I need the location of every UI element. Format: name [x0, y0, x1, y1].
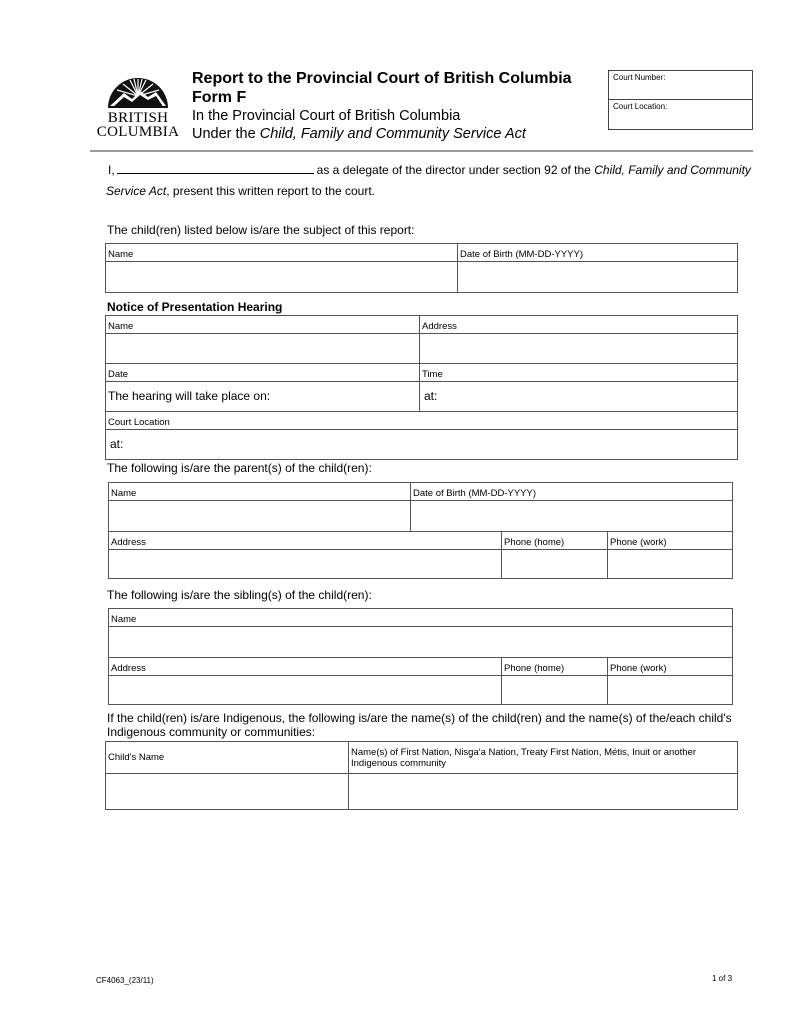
- intro-act-1: Child, Family and Community: [594, 163, 751, 177]
- parent-name-header: Name: [109, 483, 411, 501]
- hearing-address-field[interactable]: [420, 334, 738, 364]
- parent-address-header: Address: [109, 532, 502, 550]
- child-name-field[interactable]: [106, 262, 458, 293]
- hearing-time-field[interactable]: [420, 382, 738, 412]
- parent-name-field[interactable]: [109, 501, 411, 532]
- indigenous-community-field[interactable]: [349, 774, 738, 810]
- children-table: [105, 243, 738, 293]
- sibling-name-header: Name: [109, 609, 733, 627]
- court-info-box: [608, 70, 753, 130]
- hearing-time-text: at:: [424, 389, 438, 403]
- court-number-label: Court Number:: [613, 73, 666, 82]
- sibling-phone-home-field[interactable]: [502, 676, 608, 705]
- parent-phone-work-header: Phone (work): [608, 532, 733, 550]
- child-name-column-header: Child's Name: [106, 742, 349, 774]
- court-number-field[interactable]: [609, 71, 752, 99]
- page-title: Report to the Provincial Court of British Columbia: [192, 70, 572, 87]
- subtitle-court: In the Provincial Court of British Columbia: [192, 108, 461, 124]
- siblings-table: [108, 608, 733, 705]
- parent-dob-header: Date of Birth (MM-DD-YYYY): [411, 483, 733, 501]
- subtitle-act-prefix: Under the: [192, 126, 260, 142]
- indigenous-label-line-1: If the child(ren) is/are Indigenous, the following is/are the name(s) of the child(ren) and the name(s) of the/each child's: [107, 711, 732, 725]
- siblings-section-label: The following is/are the sibling(s) of the child(ren):: [107, 588, 372, 602]
- child-dob-header: Date of Birth (MM-DD-YYYY): [458, 244, 738, 262]
- subtitle-act: [192, 125, 526, 143]
- court-location-label: Court Location:: [613, 102, 668, 111]
- hearing-time-header: Time: [420, 364, 738, 382]
- subtitle-act-name: Child, Family and Community Service Act: [259, 126, 526, 142]
- hearing-date-text: The hearing will take place on:: [108, 389, 271, 403]
- logo-text-british: BRITISH: [107, 110, 169, 126]
- intro-line-2: [106, 184, 375, 198]
- hearing-date-header: Date: [106, 364, 420, 382]
- parent-phone-work-field[interactable]: [608, 550, 733, 579]
- indigenous-label-line-2: Indigenous community or communities:: [107, 725, 316, 739]
- children-section-label: The child(ren) listed below is/are the subject of this report:: [107, 223, 415, 237]
- form-code: CF4063_(23/11): [96, 976, 154, 985]
- logo-text-columbia: COLUMBIA: [96, 124, 180, 140]
- court-location-header: Court Location: [106, 412, 738, 430]
- intro-act-2: Service Act: [106, 184, 167, 198]
- bc-sun-mountains-icon: [96, 66, 180, 110]
- court-location-text: at:: [110, 437, 124, 451]
- sibling-name-field[interactable]: [109, 627, 733, 658]
- child-dob-field[interactable]: [458, 262, 738, 293]
- header-divider: [90, 150, 753, 152]
- sibling-phone-home-header: Phone (home): [502, 658, 608, 676]
- parents-section-label: The following is/are the parent(s) of the child(ren):: [107, 461, 372, 475]
- hearing-name-header: Name: [106, 316, 420, 334]
- page-number: 1 of 3: [712, 974, 733, 983]
- intro-prefix: I,: [108, 163, 115, 177]
- intro-line-1: [108, 162, 751, 177]
- intro-text-2: , present this written report to the court.: [166, 184, 376, 198]
- intro-text-1: as a delegate of the director under section 92 of the: [316, 163, 595, 177]
- parent-phone-home-header: Phone (home): [502, 532, 608, 550]
- hearing-name-field[interactable]: [106, 334, 420, 364]
- sibling-phone-work-field[interactable]: [608, 676, 733, 705]
- parents-table: [108, 482, 733, 579]
- child-name-header: Name: [106, 244, 458, 262]
- court-location-field[interactable]: [106, 430, 738, 460]
- community-column-header: Name(s) of First Nation, Nisg̱a'a Nation, Treaty First Nation, Métis, Inuit or another Indigenous community: [349, 742, 738, 774]
- hearing-date-field[interactable]: [106, 382, 420, 412]
- sibling-address-field[interactable]: [109, 676, 502, 705]
- indigenous-table: [105, 741, 738, 810]
- parent-phone-home-field[interactable]: [502, 550, 608, 579]
- bc-logo: [96, 66, 180, 140]
- hearing-heading: Notice of Presentation Hearing: [107, 300, 283, 314]
- hearing-table: [105, 315, 738, 460]
- hearing-address-header: Address: [420, 316, 738, 334]
- delegate-name-field[interactable]: [117, 162, 314, 174]
- indigenous-child-name-field[interactable]: [106, 774, 349, 810]
- sibling-phone-work-header: Phone (work): [608, 658, 733, 676]
- form-name: Form F: [192, 89, 247, 106]
- sibling-address-header: Address: [109, 658, 502, 676]
- parent-address-field[interactable]: [109, 550, 502, 579]
- parent-dob-field[interactable]: [411, 501, 733, 532]
- court-location-field[interactable]: [609, 99, 752, 128]
